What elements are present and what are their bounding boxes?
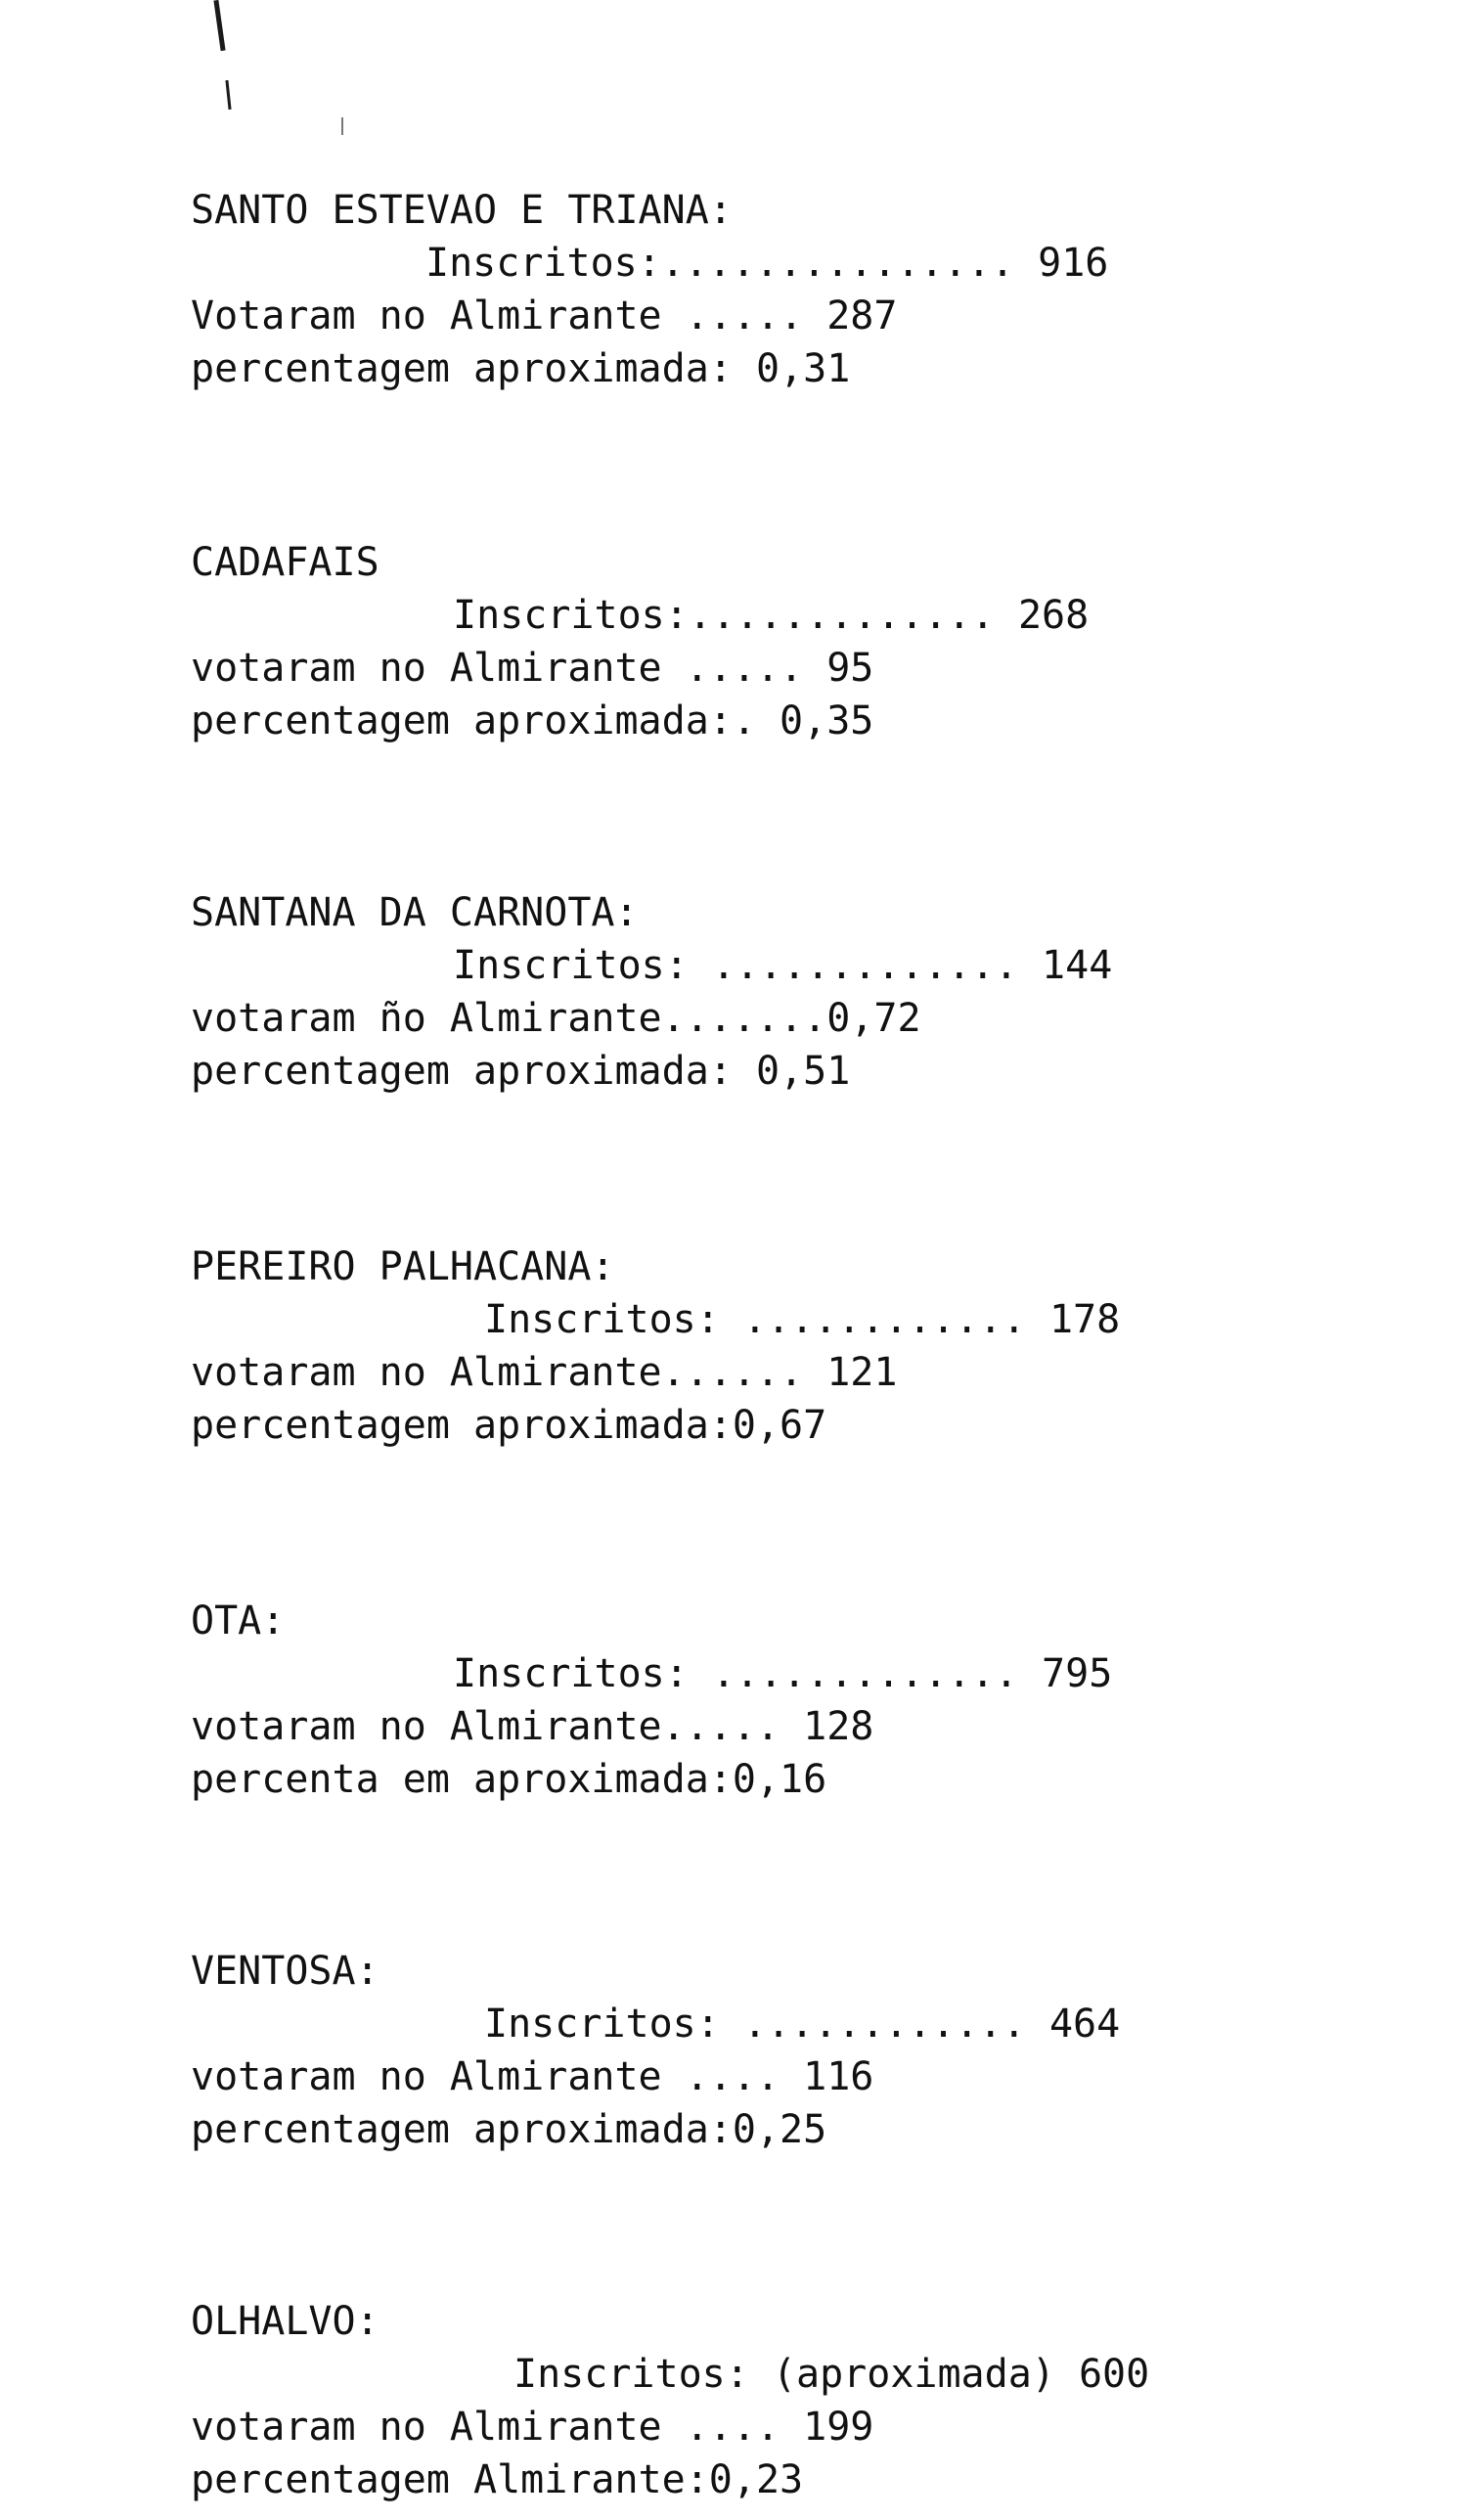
percentagem-line: percentagem aproximada:. 0,35 [191, 698, 874, 743]
percentagem-line: percenta em aproximada:0,16 [191, 1757, 827, 1802]
section-ota [191, 1595, 1384, 1806]
votaram-line: votaram no Almirante...... 121 [191, 1350, 898, 1395]
inscritos-line: Inscritos:............... 916 [425, 241, 1109, 286]
ink-mark [225, 80, 231, 110]
ink-mark [213, 0, 225, 51]
section-header: PEREIRO PALHACANA: [191, 1244, 615, 1289]
section-header: OTA: [191, 1598, 286, 1643]
section-header: OLHALVO: [191, 2299, 379, 2344]
percentagem-line: percentagem aproximada: 0,51 [191, 1049, 851, 1094]
inscritos-line: Inscritos:............. 268 [453, 593, 1090, 638]
section-header: SANTANA DA CARNOTA: [191, 890, 639, 935]
votaram-line: votaram no Almirante .... 199 [191, 2405, 874, 2450]
section-ventosa [191, 1945, 1384, 2156]
section-cadafais [191, 536, 1384, 747]
inscritos-line: Inscritos: ............. 144 [453, 943, 1113, 988]
inscritos-line: Inscritos: (aproximada) 600 [513, 2352, 1150, 2397]
section-header: CADAFAIS [191, 540, 379, 585]
percentagem-line: percentagem aproximada:0,25 [191, 2107, 827, 2152]
percentagem-line: percentagem aproximada:0,67 [191, 1403, 827, 1448]
votaram-line: votaram ño Almirante.......0,72 [191, 996, 921, 1041]
votaram-line: Votaram no Almirante ..... 287 [191, 293, 898, 338]
votaram-line: votaram no Almirante .... 116 [191, 2054, 874, 2099]
inscritos-line: Inscritos: ............. 795 [453, 1651, 1113, 1696]
section-olhalvo [191, 2295, 1384, 2506]
section-header: SANTO ESTEVAO E TRIANA: [191, 188, 733, 233]
section-santana-da-carnota [191, 886, 1384, 1098]
votaram-line: votaram no Almirante..... 128 [191, 1704, 874, 1749]
ink-mark [341, 117, 343, 135]
inscritos-line: Inscritos: ............ 464 [484, 2002, 1121, 2047]
percentagem-line: percentagem Almirante:0,23 [191, 2457, 804, 2502]
section-santo-estevao-e-triana [191, 184, 1384, 395]
percentagem-line: percentagem aproximada: 0,31 [191, 346, 851, 391]
section-header: VENTOSA: [191, 1949, 379, 1994]
votaram-line: votaram no Almirante ..... 95 [191, 646, 874, 691]
inscritos-line: Inscritos: ............ 178 [484, 1297, 1121, 1342]
section-pereiro-palhacana [191, 1240, 1384, 1452]
